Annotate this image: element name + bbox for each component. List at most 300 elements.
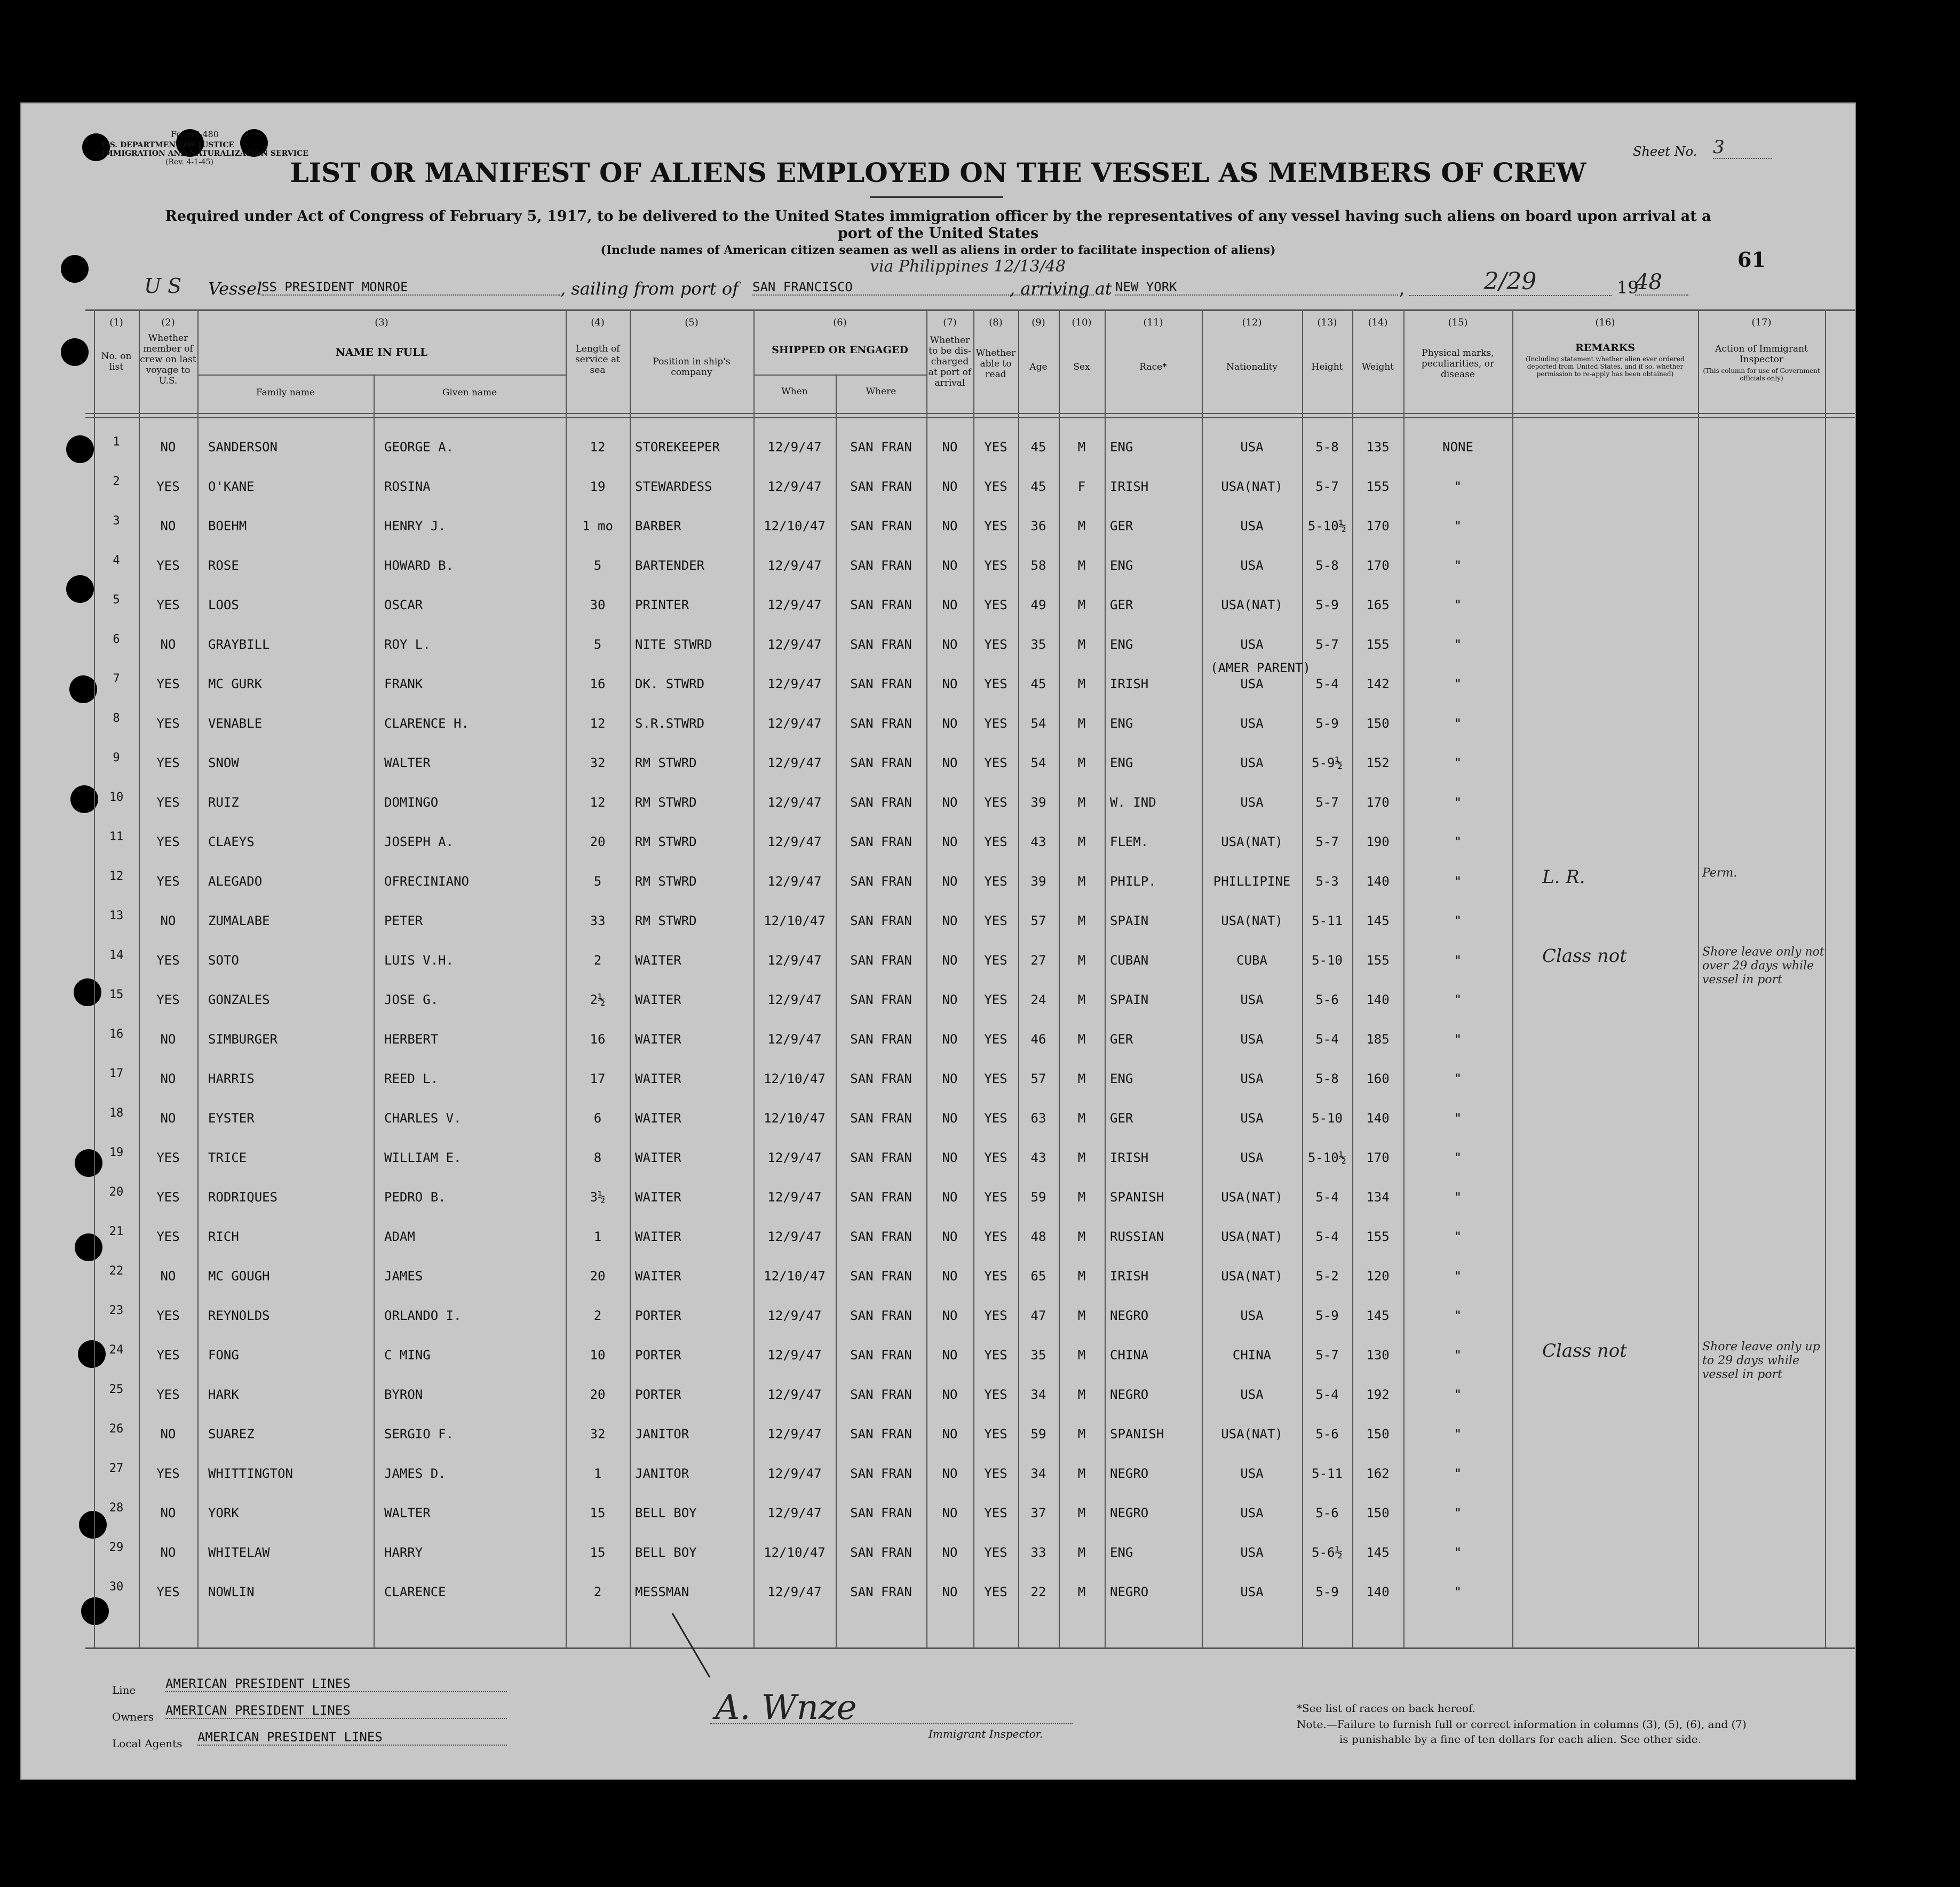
- punch-hole: [61, 338, 89, 366]
- cell-when: 12/9/47: [767, 1506, 822, 1520]
- cell-given: JOSEPH A.: [384, 834, 454, 849]
- cell-position: RM STWRD: [635, 795, 697, 810]
- cell-nationality: USA(NAT): [1221, 1190, 1283, 1205]
- header-length-service: Length of service at sea: [575, 344, 620, 376]
- cell-prev: YES: [156, 1466, 180, 1481]
- cell-where: SAN FRAN: [850, 795, 912, 810]
- cell-no: 12: [109, 870, 124, 883]
- cell-where: SAN FRAN: [850, 1387, 912, 1402]
- cell-no: 24: [109, 1343, 124, 1357]
- subtitle-line3: (Include names of American citizen seamen as well as aliens in order to facilitate inspection of aliens): [600, 243, 1276, 257]
- cell-race: IRISH: [1110, 1150, 1149, 1165]
- cell-no: 25: [109, 1383, 124, 1396]
- cell-race: NEGRO: [1110, 1585, 1149, 1599]
- cell-height: 5-3: [1315, 874, 1339, 889]
- cell-prev: YES: [156, 1585, 180, 1599]
- cell-discharged: NO: [942, 676, 958, 691]
- cell-age: 27: [1030, 953, 1046, 968]
- header-remarks: REMARKS: [1575, 342, 1636, 354]
- header-physical: Physical marks, peculiarities, or disease: [1421, 348, 1495, 380]
- cell-service: 20: [590, 1269, 606, 1284]
- cell-height: 5-10: [1312, 1111, 1343, 1126]
- cell-no: 27: [109, 1462, 124, 1475]
- cell-position: WAITER: [635, 1032, 681, 1047]
- cell-given: OFRECINIANO: [384, 874, 469, 889]
- cell-service: 1: [593, 1229, 602, 1244]
- col-rule: [1352, 309, 1353, 1649]
- cell-position: BELL BOY: [635, 1506, 697, 1520]
- cell-nationality: USA: [1240, 1150, 1264, 1165]
- cell-service: 6: [593, 1111, 602, 1126]
- cell-no: 26: [109, 1422, 124, 1436]
- cell-position: RM STWRD: [635, 913, 697, 928]
- cell-when: 12/10/47: [764, 1545, 826, 1560]
- cell-where: SAN FRAN: [850, 440, 912, 455]
- cell-discharged: NO: [942, 874, 958, 889]
- cell-height: 5-8: [1315, 558, 1339, 573]
- cell-position: WAITER: [635, 992, 681, 1007]
- cell-given: CHARLES V.: [384, 1111, 462, 1126]
- col-rule: [630, 309, 631, 1649]
- cell-no: 2: [113, 475, 120, 488]
- cell-age: 34: [1030, 1387, 1046, 1402]
- cell-physical: ": [1454, 558, 1462, 573]
- cell-discharged: NO: [942, 519, 958, 534]
- col-rule: [1202, 309, 1203, 1649]
- cell-service: 30: [590, 598, 606, 612]
- cell-weight: 192: [1366, 1387, 1390, 1402]
- cell-height: 5-8: [1315, 440, 1339, 455]
- cell-when: 12/9/47: [767, 598, 822, 612]
- cell-physical: ": [1454, 1111, 1462, 1126]
- cell-given: LUIS V.H.: [384, 953, 454, 968]
- cell-service: 10: [590, 1348, 606, 1363]
- punch-hole: [66, 435, 94, 463]
- cell-given: DOMINGO: [384, 795, 439, 810]
- cell-nationality: USA: [1240, 637, 1264, 652]
- col-rule: [1018, 309, 1019, 1649]
- cell-family: MC GOUGH: [208, 1269, 270, 1284]
- cell-race: ENG: [1110, 440, 1133, 455]
- cell-no: 23: [109, 1304, 124, 1317]
- cell-when: 12/9/47: [767, 1466, 822, 1481]
- cell-position: WAITER: [635, 1111, 681, 1126]
- cell-when: 12/9/47: [767, 558, 822, 573]
- cell-height: 5-7: [1315, 795, 1339, 810]
- colnum: (10): [1072, 317, 1092, 328]
- cell-weight: 185: [1366, 1032, 1390, 1047]
- cell-nationality: USA: [1240, 1387, 1264, 1402]
- cell-where: SAN FRAN: [850, 1190, 912, 1205]
- cell-where: SAN FRAN: [850, 716, 912, 731]
- cell-nationality: USA: [1240, 1308, 1264, 1323]
- cell-race: IRISH: [1110, 479, 1149, 494]
- header-action-sub: (This column for use of Government officials only): [1703, 367, 1820, 382]
- cell-sex: M: [1077, 716, 1086, 731]
- cell-age: 34: [1030, 1466, 1046, 1481]
- cell-when: 12/9/47: [767, 716, 822, 731]
- cell-service: 20: [590, 1387, 606, 1402]
- cell-where: SAN FRAN: [850, 834, 912, 849]
- cell-where: SAN FRAN: [850, 1032, 912, 1047]
- cell-weight: 152: [1366, 755, 1390, 770]
- cell-service: 16: [590, 676, 606, 691]
- cell-sex: M: [1077, 1150, 1086, 1165]
- cell-when: 12/9/47: [767, 1150, 822, 1165]
- cell-weight: 155: [1366, 637, 1390, 652]
- cell-height: 5-7: [1315, 834, 1339, 849]
- form-number: Form I-480: [171, 129, 219, 139]
- cell-action: Perm.: [1702, 866, 1737, 880]
- cell-family: YORK: [208, 1506, 239, 1520]
- cell-no: 16: [109, 1028, 124, 1041]
- cell-family: VENABLE: [208, 716, 263, 731]
- cell-no: 13: [109, 909, 124, 922]
- year-prefix: 19: [1617, 277, 1639, 298]
- cell-race: CUBAN: [1110, 953, 1149, 968]
- col-rule: [94, 309, 95, 1649]
- cell-sex: M: [1077, 558, 1086, 573]
- sheet-number: 3: [1713, 137, 1772, 159]
- cell-prev: YES: [156, 953, 180, 968]
- cell-discharged: NO: [942, 953, 958, 968]
- cell-position: WAITER: [635, 1150, 681, 1165]
- note-line1: Note.—Failure to furnish full or correct information in columns (3), (5), (6), and (7): [1297, 1718, 1747, 1731]
- cell-weight: 155: [1366, 1229, 1390, 1244]
- cell-given: OSCAR: [384, 598, 423, 612]
- cell-weight: 190: [1366, 834, 1390, 849]
- cell-age: 35: [1030, 637, 1046, 652]
- cell-nationality: USA: [1240, 676, 1264, 691]
- cell-where: SAN FRAN: [850, 1269, 912, 1284]
- cell-given: PETER: [384, 913, 423, 928]
- cell-sex: M: [1077, 1308, 1086, 1323]
- cell-family: ROSE: [208, 558, 239, 573]
- inspector-signature: A. Wnze: [715, 1688, 857, 1727]
- cell-given: CLARENCE: [384, 1585, 446, 1599]
- cell-family: GONZALES: [208, 992, 270, 1007]
- cell-service: 15: [590, 1545, 606, 1560]
- cell-age: 22: [1030, 1585, 1046, 1599]
- cell-position: STEWARDESS: [635, 479, 712, 494]
- header-where: Where: [866, 386, 896, 397]
- col-rule: [1302, 309, 1303, 1649]
- cell-sex: M: [1077, 1545, 1086, 1560]
- col-rule: [139, 309, 140, 1649]
- cell-discharged: NO: [942, 1111, 958, 1126]
- cell-sex: M: [1077, 1585, 1086, 1599]
- cell-read: YES: [984, 1506, 1007, 1520]
- cell-when: 12/9/47: [767, 1032, 822, 1047]
- cell-prev: YES: [156, 1387, 180, 1402]
- cell-discharged: NO: [942, 1348, 958, 1363]
- cell-age: 36: [1030, 519, 1046, 534]
- cell-discharged: NO: [942, 795, 958, 810]
- punch-hole: [79, 1511, 107, 1539]
- cell-read: YES: [984, 558, 1007, 573]
- subtitle-line1: Required under Act of Congress of February 5, 1917, to be delivered to the United States immigration officer by the representatives of any vessel having such aliens on board upon arrival at a: [165, 208, 1711, 225]
- cell-where: SAN FRAN: [850, 558, 912, 573]
- cell-physical: ": [1454, 1150, 1462, 1165]
- cell-family: NOWLIN: [208, 1585, 255, 1599]
- cell-read: YES: [984, 1387, 1007, 1402]
- footer-agents-label: Local Agents: [112, 1737, 182, 1750]
- cell-position: WAITER: [635, 1269, 681, 1284]
- cell-discharged: NO: [942, 1229, 958, 1244]
- cell-service: 12: [590, 440, 606, 455]
- signature-line: [710, 1722, 1073, 1724]
- cell-no: 30: [109, 1580, 124, 1594]
- cell-prev: NO: [160, 1506, 176, 1520]
- cell-position: S.R.STWRD: [635, 716, 705, 731]
- cell-no: 21: [109, 1225, 124, 1238]
- cell-no: 6: [113, 633, 120, 646]
- cell-family: SOTO: [208, 953, 239, 968]
- cell-service: 33: [590, 913, 606, 928]
- cell-physical: ": [1454, 1466, 1462, 1481]
- cell-sex: M: [1077, 440, 1086, 455]
- footer-agents-value: AMERICAN PRESIDENT LINES: [197, 1730, 507, 1746]
- cell-prev: NO: [160, 1111, 176, 1126]
- col-rule: [926, 309, 927, 1649]
- col-rule: [197, 309, 199, 1649]
- cell-given: JAMES: [384, 1269, 423, 1284]
- cell-sex: M: [1077, 1071, 1086, 1086]
- punch-hole: [61, 255, 89, 283]
- cell-age: 43: [1030, 1150, 1046, 1165]
- vessel-label: Vessel: [208, 278, 263, 299]
- cell-weight: 135: [1366, 440, 1390, 455]
- cell-nationality: USA: [1240, 795, 1264, 810]
- cell-nationality-note: (AMER PARENT): [1210, 660, 1311, 675]
- cell-prev: NO: [160, 1545, 176, 1560]
- cell-when: 12/10/47: [764, 1111, 826, 1126]
- cell-family: SANDERSON: [208, 440, 278, 455]
- cell-discharged: NO: [942, 913, 958, 928]
- cell-nationality: CHINA: [1232, 1348, 1272, 1363]
- cell-age: 45: [1030, 676, 1046, 691]
- cell-height: 5-8: [1315, 1071, 1339, 1086]
- cell-nationality: USA(NAT): [1221, 1269, 1283, 1284]
- races-note: *See list of races on back hereof.: [1297, 1702, 1476, 1715]
- colnum: (16): [1595, 317, 1615, 328]
- cell-given: HERBERT: [384, 1032, 439, 1047]
- colnum: (17): [1751, 317, 1772, 328]
- cell-prev: NO: [160, 1269, 176, 1284]
- cell-height: 5-9½: [1312, 755, 1343, 770]
- cell-age: 54: [1030, 716, 1046, 731]
- cell-nationality: USA: [1240, 716, 1264, 731]
- cell-read: YES: [984, 1269, 1007, 1284]
- cell-no: 1: [113, 435, 120, 449]
- cell-age: 39: [1030, 795, 1046, 810]
- cell-age: 46: [1030, 1032, 1046, 1047]
- cell-when: 12/9/47: [767, 1229, 822, 1244]
- cell-read: YES: [984, 992, 1007, 1007]
- cell-height: 5-7: [1315, 637, 1339, 652]
- cell-weight: 150: [1366, 1427, 1390, 1442]
- cell-sex: M: [1077, 1348, 1086, 1363]
- cell-position: JANITOR: [635, 1466, 689, 1481]
- cell-age: 35: [1030, 1348, 1046, 1363]
- cell-where: SAN FRAN: [850, 637, 912, 652]
- cell-given: ORLANDO I.: [384, 1308, 462, 1323]
- cell-weight: 120: [1366, 1269, 1390, 1284]
- cell-nationality: USA: [1240, 1585, 1264, 1599]
- cell-physical: ": [1454, 1229, 1462, 1244]
- cell-family: HARRIS: [208, 1071, 255, 1086]
- cell-weight: 134: [1366, 1190, 1390, 1205]
- cell-read: YES: [984, 598, 1007, 612]
- cell-nationality: USA: [1240, 1032, 1264, 1047]
- cell-prev: YES: [156, 598, 180, 612]
- cell-position: PORTER: [635, 1348, 681, 1363]
- cell-height: 5-6: [1315, 992, 1339, 1007]
- cell-physical: ": [1454, 1545, 1462, 1560]
- page-title: LIST OR MANIFEST OF ALIENS EMPLOYED ON THE VESSEL AS MEMBERS OF CREW: [290, 157, 1586, 188]
- cell-where: SAN FRAN: [850, 598, 912, 612]
- cell-age: 37: [1030, 1506, 1046, 1520]
- colnum: (15): [1448, 317, 1468, 328]
- manifest-sheet: [20, 102, 1856, 1780]
- cell-service: 2½: [590, 992, 606, 1007]
- col-rule: [1105, 309, 1106, 1649]
- cell-sex: M: [1077, 1111, 1086, 1126]
- cell-family: SIMBURGER: [208, 1032, 278, 1047]
- cell-race: FLEM.: [1110, 834, 1149, 849]
- cell-where: SAN FRAN: [850, 1348, 912, 1363]
- cell-where: SAN FRAN: [850, 1585, 912, 1599]
- colnum: (4): [591, 317, 605, 328]
- cell-nationality: USA: [1240, 1466, 1264, 1481]
- cell-when: 12/9/47: [767, 637, 822, 652]
- cell-position: JANITOR: [635, 1427, 689, 1442]
- cell-given: BYRON: [384, 1387, 423, 1402]
- footer-owners-value: AMERICAN PRESIDENT LINES: [165, 1703, 507, 1719]
- cell-position: PORTER: [635, 1387, 681, 1402]
- cell-no: 5: [113, 593, 120, 607]
- cell-prev: NO: [160, 637, 176, 652]
- cell-discharged: NO: [942, 992, 958, 1007]
- header-given-name: Given name: [442, 387, 497, 398]
- cell-where: SAN FRAN: [850, 1308, 912, 1323]
- cell-weight: 170: [1366, 558, 1390, 573]
- cell-height: 5-7: [1315, 479, 1339, 494]
- cell-nationality: USA: [1240, 519, 1264, 534]
- cell-race: GER: [1110, 598, 1133, 612]
- punch-hole: [66, 575, 94, 603]
- cell-race: GER: [1110, 519, 1133, 534]
- cell-no: 15: [109, 988, 124, 1001]
- cell-family: REYNOLDS: [208, 1308, 270, 1323]
- cell-age: 57: [1030, 1071, 1046, 1086]
- cell-action: Shore leave only up to 29 days while vessel in port: [1702, 1340, 1820, 1381]
- cell-height: 5-11: [1312, 913, 1343, 928]
- cell-weight: 145: [1366, 1545, 1390, 1560]
- punch-hole: [81, 1597, 109, 1625]
- cell-position: STOREKEEPER: [635, 440, 720, 455]
- cell-prev: YES: [156, 992, 180, 1007]
- cell-action: Shore leave only not over 29 days while vessel in port: [1702, 945, 1824, 986]
- header-age: Age: [1029, 362, 1048, 372]
- cell-weight: 130: [1366, 1348, 1390, 1363]
- cell-read: YES: [984, 1190, 1007, 1205]
- cell-where: SAN FRAN: [850, 874, 912, 889]
- cell-read: YES: [984, 1032, 1007, 1047]
- note-line2: is punishable by a fine of ten dollars for each alien. See other side.: [1339, 1733, 1702, 1746]
- cell-weight: 170: [1366, 795, 1390, 810]
- cell-no: 22: [109, 1264, 124, 1278]
- header-no-on-list: No. on list: [101, 351, 132, 372]
- cell-physical: ": [1454, 795, 1462, 810]
- cell-race: ENG: [1110, 637, 1133, 652]
- cell-age: 24: [1030, 992, 1046, 1007]
- cell-race: ENG: [1110, 716, 1133, 731]
- cell-no: 20: [109, 1185, 124, 1199]
- colnum: (3): [375, 317, 388, 328]
- cell-height: 5-6½: [1312, 1545, 1343, 1560]
- cell-position: WAITER: [635, 1229, 681, 1244]
- cell-prev: YES: [156, 874, 180, 889]
- header-bottom-rule: [85, 413, 1855, 414]
- subtitle-line2: port of the United States: [837, 225, 1039, 242]
- cell-read: YES: [984, 755, 1007, 770]
- vessel-name: SS PRESIDENT MONROE: [261, 280, 560, 296]
- cell-read: YES: [984, 874, 1007, 889]
- cell-family: SNOW: [208, 755, 239, 770]
- cell-physical: ": [1454, 676, 1462, 691]
- shipped-subheader-rule: [753, 375, 926, 376]
- cell-where: SAN FRAN: [850, 953, 912, 968]
- cell-prev: YES: [156, 834, 180, 849]
- cell-physical: ": [1454, 1585, 1462, 1599]
- cell-family: SUAREZ: [208, 1427, 255, 1442]
- cell-discharged: NO: [942, 1032, 958, 1047]
- cell-weight: 140: [1366, 992, 1390, 1007]
- cell-no: 14: [109, 949, 124, 962]
- cell-service: 5: [593, 874, 602, 889]
- cell-sex: M: [1077, 755, 1086, 770]
- cell-no: 4: [113, 554, 120, 567]
- cell-discharged: NO: [942, 479, 958, 494]
- cell-given: SERGIO F.: [384, 1427, 454, 1442]
- header-bottom-rule: [85, 417, 1855, 418]
- cell-where: SAN FRAN: [850, 913, 912, 928]
- cell-where: SAN FRAN: [850, 1506, 912, 1520]
- cell-family: MC GURK: [208, 676, 263, 691]
- cell-height: 5-9: [1315, 1585, 1339, 1599]
- cell-when: 12/9/47: [767, 440, 822, 455]
- cell-prev: YES: [156, 755, 180, 770]
- cell-family: BOEHM: [208, 519, 247, 534]
- cell-family: EYSTER: [208, 1111, 255, 1126]
- cell-position: DK. STWRD: [635, 676, 705, 691]
- cell-position: PORTER: [635, 1308, 681, 1323]
- cell-age: 39: [1030, 874, 1046, 889]
- cell-where: SAN FRAN: [850, 519, 912, 534]
- table-top-rule: [85, 309, 1855, 311]
- cell-no: 18: [109, 1106, 124, 1120]
- cell-when: 12/9/47: [767, 1387, 822, 1402]
- cell-prev: NO: [160, 1427, 176, 1442]
- cell-weight: 165: [1366, 598, 1390, 612]
- cell-nationality: USA: [1240, 558, 1264, 573]
- header-race: Race*: [1139, 362, 1167, 372]
- cell-given: WALTER: [384, 1506, 431, 1520]
- cell-where: SAN FRAN: [850, 479, 912, 494]
- punch-hole: [69, 675, 97, 703]
- cell-prev: YES: [156, 716, 180, 731]
